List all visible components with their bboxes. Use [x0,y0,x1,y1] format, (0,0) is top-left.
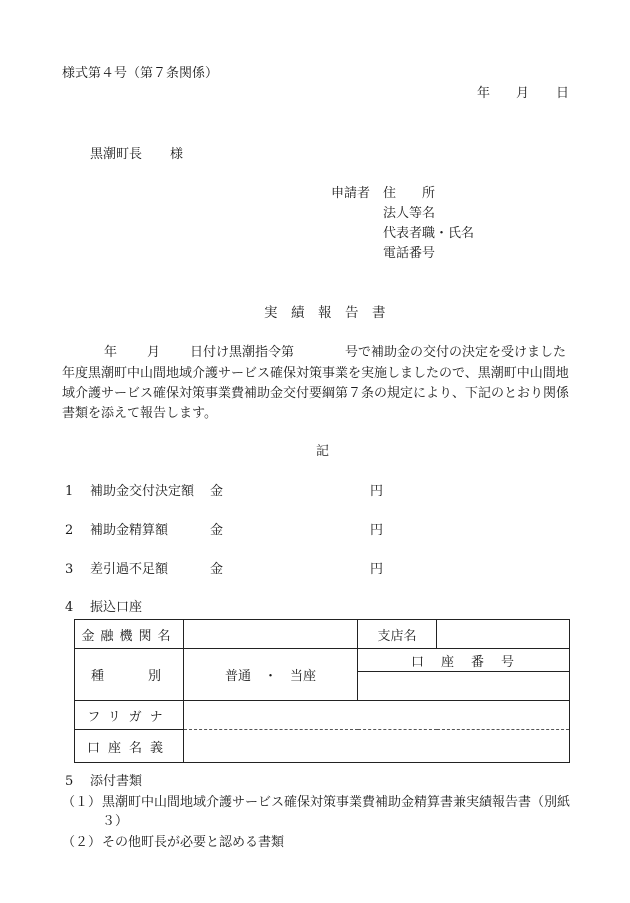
body-line2: 年度黒潮町中山間地域介護サービス確保対策事業を実施しましたので、黒潮町中山間地 [62,366,569,381]
account-number-label: 口 座 番 号 [358,649,570,672]
attachment-2-text: その他町長が必要と認める書類 [102,835,285,850]
addressee-honorific: 様 [170,147,184,162]
date-day-label: 日 [556,86,570,101]
body-date-phrase: 日付け黒潮指令第 [190,345,295,360]
bank-name-label: 金融機関名 [75,620,184,649]
section-5-number: 5 [65,774,74,789]
furigana-label: フリガナ [75,701,184,730]
body-line1-rest: 号で補助金の交付の決定を受けました [345,345,567,360]
ki-heading: 記 [316,444,330,459]
body-line4: 書類を添えて報告します。 [62,406,217,421]
branch-cell[interactable] [437,620,570,649]
attachment-1-number: （１） [62,795,102,810]
item-2-number: 2 [65,523,74,538]
applicant-phone-label: 電話番号 [383,246,436,261]
bank-account-table [74,619,570,763]
addressee-name: 黒潮町長 [90,147,143,162]
applicant-corp-name-label: 法人等名 [383,206,436,221]
applicant-label: 申請者 [331,186,371,201]
branch-label: 支店名 [358,620,437,649]
date-year-label: 年 [477,86,491,101]
body-line3: 域介護サービス確保対策事業費補助金交付要綱第７条の規定により、下記のとおり関係 [62,386,570,401]
applicant-representative-label: 代表者職・氏名 [383,226,475,241]
furigana-cell[interactable] [184,701,570,730]
form-number: 様式第４号（第７条関係） [62,66,219,81]
body-month-blank: 月 [147,345,161,360]
date-month-label: 月 [516,86,530,101]
item-2-unit: 円 [370,523,384,538]
applicant-address-label: 住 所 [383,186,436,201]
account-number-cell[interactable] [358,672,570,701]
item-3-label: 差引過不足額 [90,562,169,577]
section-5-title: 添付書類 [90,774,143,789]
item-2-label: 補助金精算額 [90,523,169,538]
attachment-2-number: （２） [62,835,102,850]
account-name-label: 口座名義 [75,730,184,763]
attachment-1-text-line2: ３） [102,814,129,829]
item-3-number: 3 [65,562,74,577]
item-1-number: 1 [65,484,74,499]
item-1-unit: 円 [370,484,384,499]
account-name-cell[interactable] [184,730,570,763]
section-4-number: 4 [65,600,74,615]
item-1-prefix: 金 [210,484,224,499]
attachment-1-text-line1: 黒潮町中山間地域介護サービス確保対策事業費補助金精算書兼実績報告書（別紙 [102,795,571,810]
item-3-prefix: 金 [210,562,224,577]
bank-name-cell[interactable] [184,620,358,649]
account-type-label: 種 別 [75,649,184,701]
section-4-title: 振込口座 [90,600,143,615]
item-1-label: 補助金交付決定額 [90,484,195,499]
item-2-prefix: 金 [210,523,224,538]
account-type-options[interactable]: 普通 ・ 当座 [184,649,358,701]
document-title: 実 績 報 告 書 [264,305,386,321]
body-year-blank: 年 [104,345,118,360]
item-3-unit: 円 [370,562,384,577]
